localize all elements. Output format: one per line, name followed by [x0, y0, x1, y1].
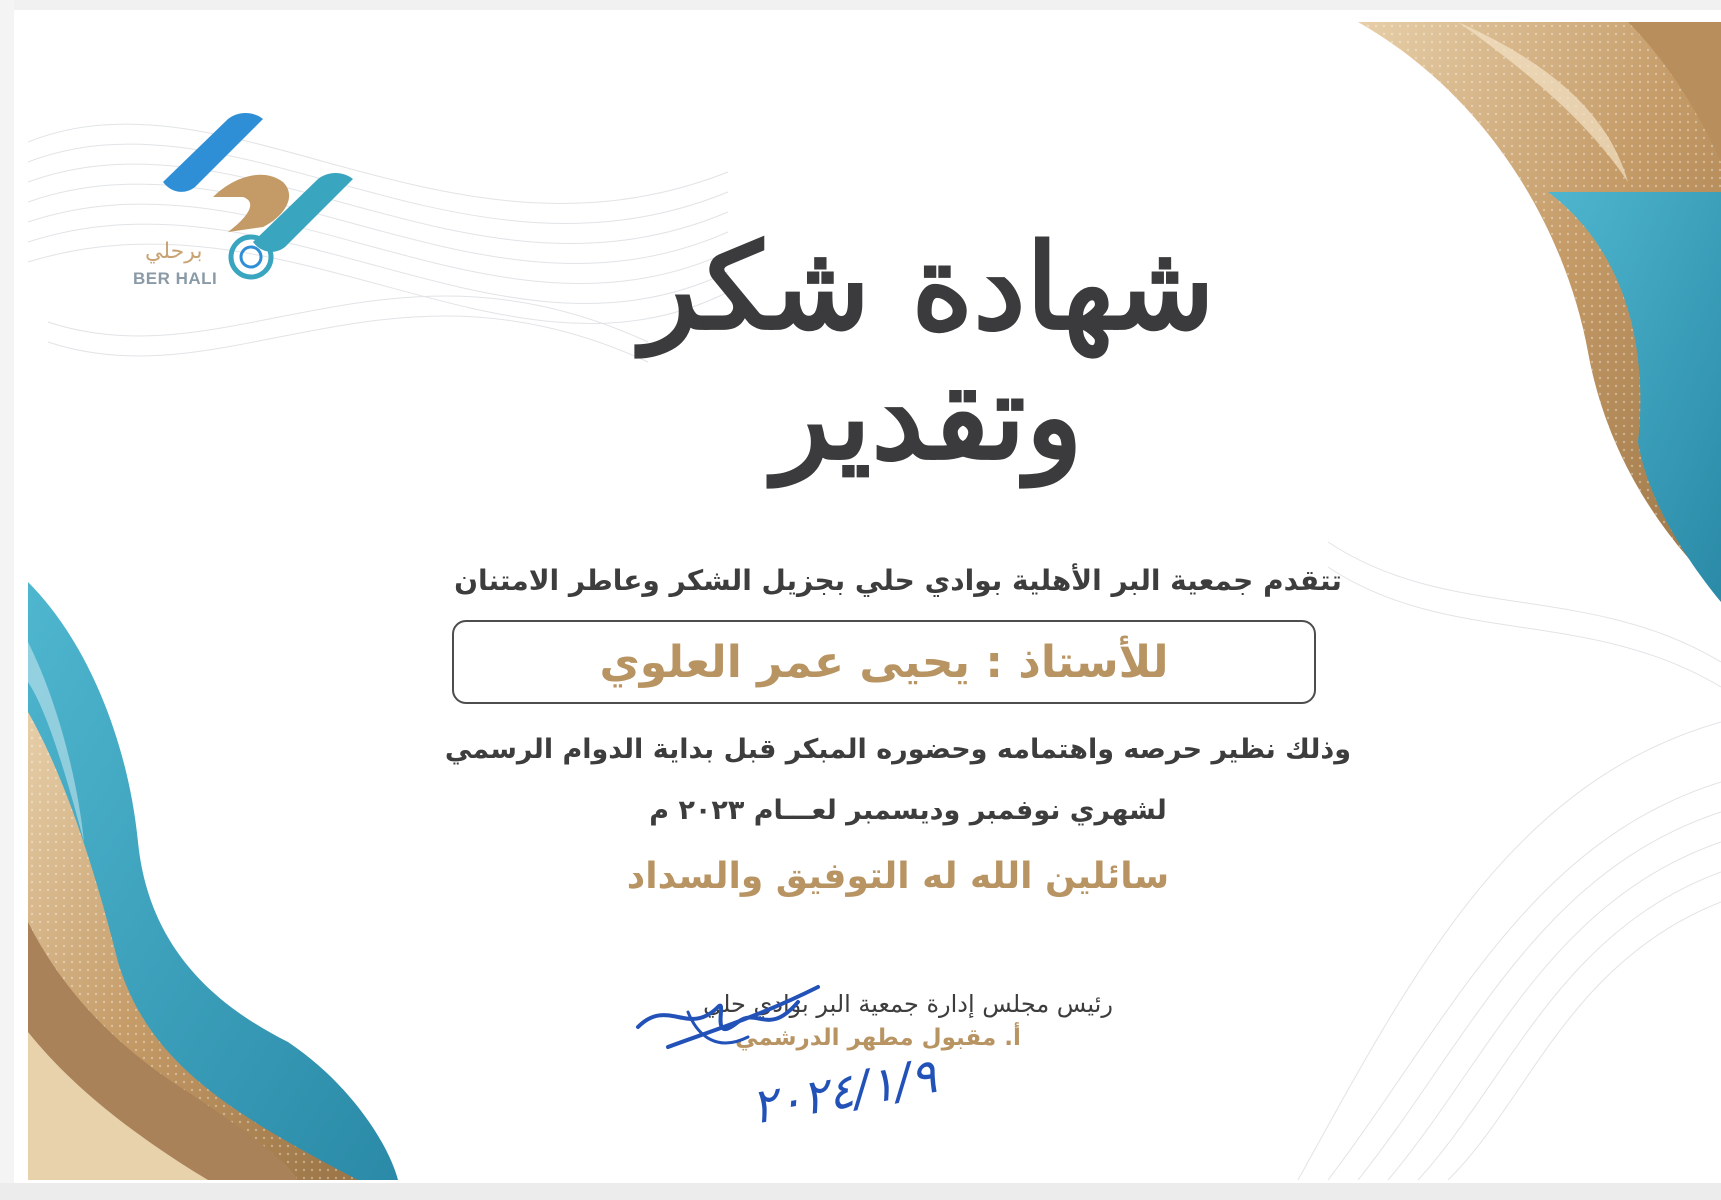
reason-text: وذلك نظير حرصه واهتمامه وحضوره المبكر قبل بداية الدوام الرسمي	[444, 734, 1352, 765]
handwritten-date: ٢٠٢٤/١/٩	[746, 1048, 941, 1136]
wish-text: سائلين الله له التوفيق والسداد	[626, 856, 1170, 897]
recipient-box	[452, 620, 1316, 704]
scan-edge-bottom	[0, 1183, 1721, 1200]
intro-text: تتقدم جمعية البر الأهلية بوادي حلي بجزيل الشكر وعاطر الامتنان	[454, 564, 1342, 597]
logo-text-arabic: برحلي	[145, 239, 203, 264]
handwritten-signature	[628, 977, 828, 1067]
organization-logo	[133, 107, 383, 307]
scan-edge-left	[0, 0, 14, 1200]
certificate-page	[28, 22, 1721, 1180]
period-text: لشهري نوفمبر وديسمبر لعـــام ٢٠٢٣ م	[649, 795, 1167, 826]
logo-text-english: BER HALI	[133, 269, 218, 288]
scan-edge-top	[0, 0, 1721, 10]
recipient-name: للأستاذ : يحيى عمر العلوي	[599, 636, 1169, 688]
certificate-title: شهادة شكر وتقدير	[641, 217, 1215, 486]
signer-name: أ. مقبول مطهر الدرشمي	[735, 1025, 1021, 1051]
corner-decoration-bottom-left	[28, 582, 398, 1180]
signer-title: رئيس مجلس إدارة جمعية البر بوادي حلي	[703, 990, 1113, 1018]
corner-decoration-top-right	[1358, 22, 1721, 602]
